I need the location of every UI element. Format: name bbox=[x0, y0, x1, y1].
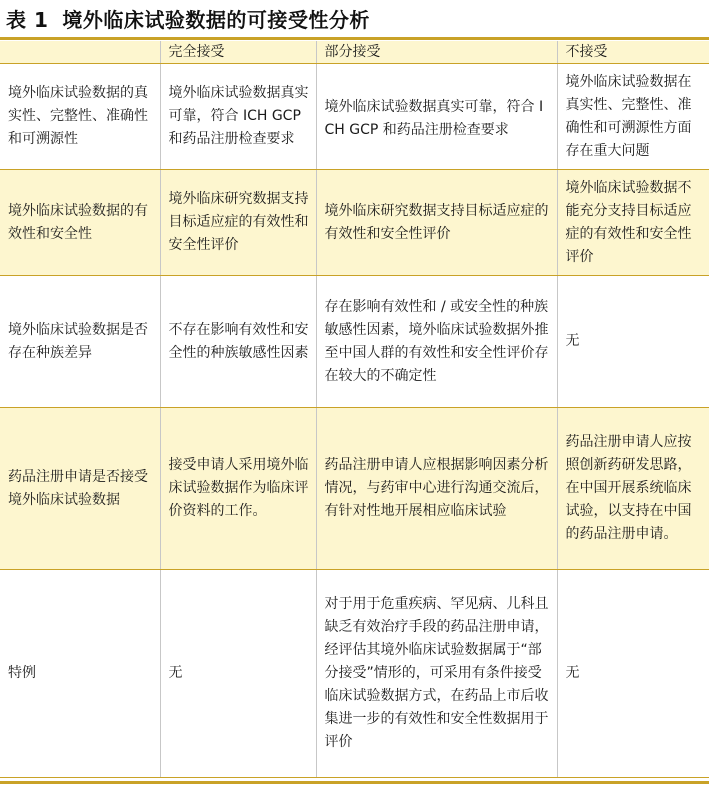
table-row bbox=[0, 170, 709, 276]
cell-partial-accept: 存在影响有效性和 / 或安全性的种族敏感性因素，境外临床试验数据外推至中国人群的有效性和安全性评价存在较大的不确定性 bbox=[316, 276, 557, 408]
row-label: 境外临床试验数据的有效性和安全性 bbox=[0, 170, 160, 276]
cell-full-accept: 境外临床研究数据支持目标适应症的有效性和安全性评价 bbox=[160, 170, 316, 276]
header-cell-full-accept: 完全接受 bbox=[160, 41, 316, 64]
cell-not-accept: 境外临床试验数据不能充分支持目标适应症的有效性和安全性评价 bbox=[557, 170, 709, 276]
header-cell-partial-accept: 部分接受 bbox=[316, 41, 557, 64]
cell-partial-accept: 境外临床试验数据真实可靠，符合 ICH GCP 和药品注册检查要求 bbox=[316, 64, 557, 170]
table-row bbox=[0, 570, 709, 778]
table-row bbox=[0, 64, 709, 170]
cell-not-accept: 无 bbox=[557, 570, 709, 778]
acceptability-table bbox=[0, 41, 709, 778]
row-label: 特例 bbox=[0, 570, 160, 778]
header-cell-empty bbox=[0, 41, 160, 64]
row-label: 境外临床试验数据的真实性、完整性、准确性和可溯源性 bbox=[0, 64, 160, 170]
cell-not-accept: 药品注册申请人应按照创新药研发思路，在中国开展系统临床试验，以支持在中国的药品注册申请。 bbox=[557, 408, 709, 570]
header-cell-not-accept: 不接受 bbox=[557, 41, 709, 64]
header-row bbox=[0, 41, 709, 64]
top-rule bbox=[0, 37, 709, 40]
cell-full-accept: 境外临床试验数据真实可靠，符合 ICH GCP 和药品注册检查要求 bbox=[160, 64, 316, 170]
table-title bbox=[6, 6, 370, 34]
table-caption: 境外临床试验数据的可接受性分析 bbox=[62, 8, 370, 32]
cell-full-accept: 不存在影响有效性和安全性的种族敏感性因素 bbox=[160, 276, 316, 408]
cell-partial-accept: 境外临床研究数据支持目标适应症的有效性和安全性评价 bbox=[316, 170, 557, 276]
row-label: 境外临床试验数据是否存在种族差异 bbox=[0, 276, 160, 408]
table-row bbox=[0, 276, 709, 408]
cell-full-accept: 无 bbox=[160, 570, 316, 778]
table-row bbox=[0, 408, 709, 570]
bottom-rule bbox=[0, 781, 709, 784]
cell-full-accept: 接受申请人采用境外临床试验数据作为临床评价资料的工作。 bbox=[160, 408, 316, 570]
cell-not-accept: 无 bbox=[557, 276, 709, 408]
table-number: 表 1 bbox=[6, 8, 49, 32]
row-label: 药品注册申请是否接受境外临床试验数据 bbox=[0, 408, 160, 570]
cell-not-accept: 境外临床试验数据在真实性、完整性、准确性和可溯源性方面存在重大问题 bbox=[557, 64, 709, 170]
cell-partial-accept: 对于用于危重疾病、罕见病、儿科且缺乏有效治疗手段的药品注册申请，经评估其境外临床试验数据属于“部分接受”情形的，可采用有条件接受临床试验数据方式，在药品上市后收集进一步的有效性和安全性数据用于评价 bbox=[316, 570, 557, 778]
cell-partial-accept: 药品注册申请人应根据影响因素分析情况，与药审中心进行沟通交流后，有针对性地开展相应临床试验 bbox=[316, 408, 557, 570]
